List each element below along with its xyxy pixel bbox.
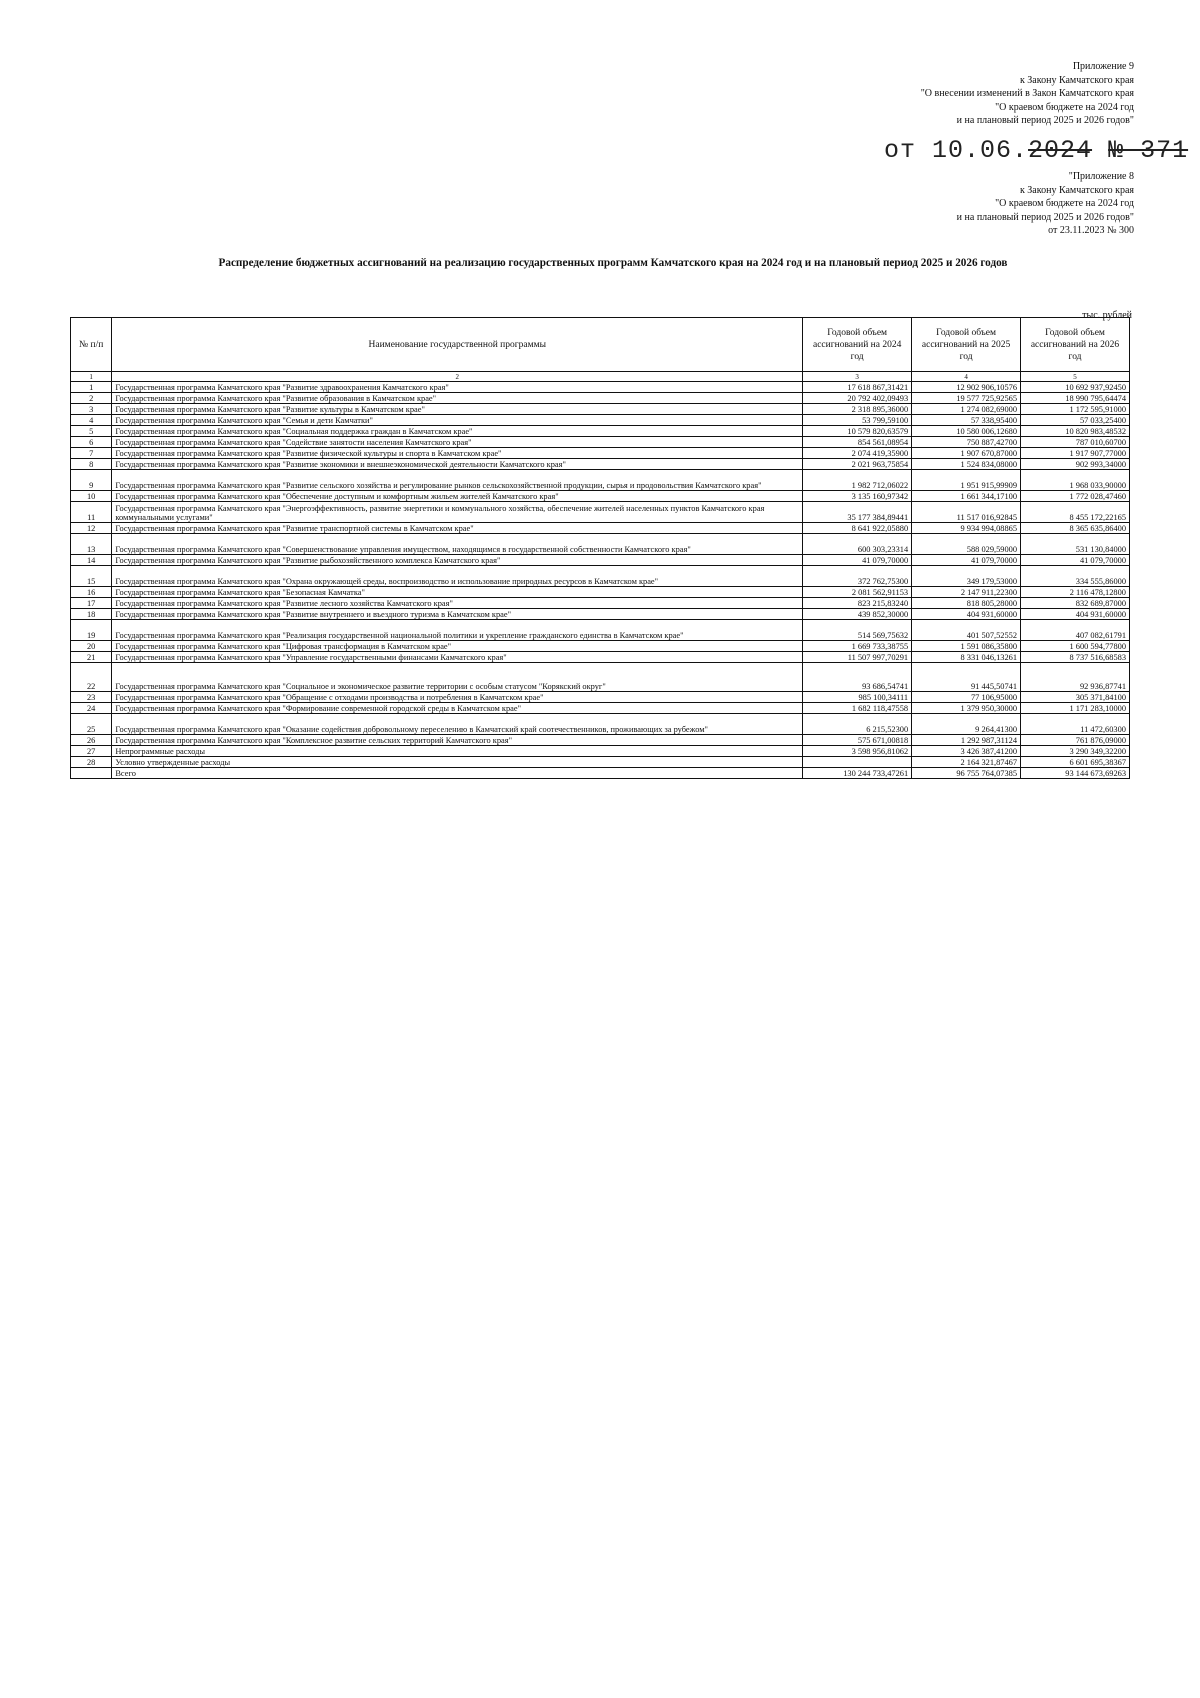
row-number: 10 [71,491,112,502]
value-2024: 20 792 402,09493 [803,393,912,404]
row-number: 6 [71,437,112,448]
value-2025: 404 931,60000 [912,609,1021,620]
value-2025: 1 907 670,87000 [912,448,1021,459]
row-number: 27 [71,746,112,757]
value-2025: 91 445,50741 [912,663,1021,692]
value-2025: 2 147 911,22300 [912,587,1021,598]
period-label: и на плановый период 2025 и 2026 годов" [956,115,1134,126]
program-name: Государственная программа Камчатского края "Развитие лесного хозяйства Камчатского края" [112,598,803,609]
table-row [71,502,1130,523]
program-name: Государственная программа Камчатского края "Цифровая трансформация в Камчатском крае" [112,641,803,652]
appendix-header [754,60,1134,128]
program-name: Государственная программа Камчатского края "Развитие физической культуры и спорта в Камчатском крае" [112,448,803,459]
value-2025: 3 426 387,41200 [912,746,1021,757]
value-2026: 92 936,87741 [1021,663,1130,692]
value-2024: 823 215,83240 [803,598,912,609]
table-row [71,523,1130,534]
table-row [71,641,1130,652]
row-number: 4 [71,415,112,426]
col-index: 2 [112,372,803,382]
value-2026: 3 290 349,32200 [1021,746,1130,757]
value-2026: 11 472,60300 [1021,714,1130,735]
budget-table [70,317,1130,779]
row-number: 15 [71,566,112,587]
table-row [71,714,1130,735]
col-index: 4 [912,372,1021,382]
table-row [71,426,1130,437]
stamp-prefix: от 10.06. [884,136,1029,165]
value-2025: 9 934 994,08865 [912,523,1021,534]
table-row [71,491,1130,502]
value-2026: 902 993,34000 [1021,459,1130,470]
table-row [71,598,1130,609]
value-2024: 1 982 712,06022 [803,470,912,491]
program-name: Государственная программа Камчатского края "Развитие экономики и внешнеэкономической деятельности Камчатского края" [112,459,803,470]
value-2024: 2 021 963,75854 [803,459,912,470]
program-name: Всего [112,768,803,779]
program-name: Государственная программа Камчатского края "Развитие внутреннего и въездного туризма в Камчатском крае" [112,609,803,620]
document-title: Распределение бюджетных ассигнований на реализацию государственных программ Камчатского края на 2024 год и на плановый период 2025 и 2026 годов [218,257,1008,269]
table-row [71,459,1130,470]
value-2025: 349 179,53000 [912,566,1021,587]
row-number: 22 [71,663,112,692]
table-row [71,393,1130,404]
value-2025: 1 951 915,99909 [912,470,1021,491]
program-name: Государственная программа Камчатского края "Формирование современной городской среды в Камчатском крае" [112,703,803,714]
value-2024: 575 671,00818 [803,735,912,746]
row-number: 14 [71,555,112,566]
value-2025: 818 805,28000 [912,598,1021,609]
value-2025: 57 338,95400 [912,415,1021,426]
table-row [71,768,1130,779]
value-2025: 2 164 321,87467 [912,757,1021,768]
program-name: Государственная программа Камчатского края "Управление государственными финансами Камчатского края" [112,652,803,663]
row-number: 21 [71,652,112,663]
program-name: Государственная программа Камчатского края "Обеспечение доступным и комфортным жильем жителей Камчатского края" [112,491,803,502]
appendix9-label: Приложение 9 [1072,61,1134,72]
program-name: Государственная программа Камчатского края "Безопасная Камчатка" [112,587,803,598]
value-2024: 11 507 997,70291 [803,652,912,663]
value-2025: 8 331 046,13261 [912,652,1021,663]
row-number: 12 [71,523,112,534]
program-name: Государственная программа Камчатского края "Развитие здравоохранения Камчатского края" [112,382,803,393]
value-2026: 1 600 594,77800 [1021,641,1130,652]
row-number [71,768,112,779]
col-index: 5 [1021,372,1130,382]
value-2024: 53 799,59100 [803,415,912,426]
row-number: 18 [71,609,112,620]
col-header-2026: Годовой объем ассигнований на 2026 год [1021,318,1130,372]
value-2025: 12 902 906,10576 [912,382,1021,393]
table-row [71,620,1130,641]
table-row [71,587,1130,598]
value-2024: 130 244 733,47261 [803,768,912,779]
value-2026: 334 555,86000 [1021,566,1130,587]
value-2026: 1 917 907,77000 [1021,448,1130,459]
value-2024: 854 561,08954 [803,437,912,448]
row-number: 3 [71,404,112,415]
stamp-year: 2024 [1028,136,1093,165]
row-number: 25 [71,714,112,735]
program-name: Государственная программа Камчатского края "Социальное и экономическое развитие территории с особым статусом "Корякский округ" [112,663,803,692]
value-2025: 96 755 764,07385 [912,768,1021,779]
value-2024: 1 669 733,38755 [803,641,912,652]
table-row [71,746,1130,757]
value-2025: 19 577 725,92565 [912,393,1021,404]
table-row [71,404,1130,415]
value-2024: 3 598 956,81062 [803,746,912,757]
col-header-name: Наименование государственной программы [112,318,803,372]
value-2024: 600 303,23314 [803,534,912,555]
value-2026: 1 172 595,91000 [1021,404,1130,415]
budget-label: "О краевом бюджете на 2024 год [995,101,1134,113]
stamp-number: № 371 [1108,136,1189,165]
amend-label: "О внесении изменений в Закон Камчатского края [920,88,1134,99]
program-name: Государственная программа Камчатского края "Реализация государственной национальной политики и укрепление гражданского единства в Камчатском крае" [112,620,803,641]
row-number: 20 [71,641,112,652]
row-number: 13 [71,534,112,555]
table-row [71,566,1130,587]
value-2024: 985 100,34111 [803,692,912,703]
program-name: Государственная программа Камчатского края "Развитие культуры в Камчатском крае" [112,404,803,415]
program-name: Государственная программа Камчатского края "Совершенствование управления имуществом, находящимся в государственной собственности Камчатского края" [112,534,803,555]
value-2024: 2 318 895,36000 [803,404,912,415]
program-name: Государственная программа Камчатского края "Комплексное развитие сельских территорий Камчатского края" [112,735,803,746]
table-row [71,703,1130,714]
value-2026: 404 931,60000 [1021,609,1130,620]
value-2024: 2 074 419,35900 [803,448,912,459]
table-row [71,692,1130,703]
value-2026: 2 116 478,12800 [1021,587,1130,598]
table-row [71,382,1130,393]
appendix8-label: "Приложение 8 [1068,171,1134,182]
value-2025: 41 079,70000 [912,555,1021,566]
value-2025: 750 887,42700 [912,437,1021,448]
row-number: 23 [71,692,112,703]
row-number: 9 [71,470,112,491]
value-2026: 407 082,61791 [1021,620,1130,641]
value-2025: 1 274 082,69000 [912,404,1021,415]
budget-label-2: "О краевом бюджете на 2024 год [995,198,1134,209]
program-name: Государственная программа Камчатского края "Социальная поддержка граждан в Камчатском крае" [112,426,803,437]
date-stamp [884,136,1188,165]
value-2026: 18 990 795,64474 [1021,393,1130,404]
col-index: 3 [803,372,912,382]
value-2024: 1 682 118,47558 [803,703,912,714]
program-name: Государственная программа Камчатского края "Развитие рыбохозяйственного комплекса Камчатского края" [112,555,803,566]
value-2026: 531 130,84000 [1021,534,1130,555]
table-row [71,555,1130,566]
row-number: 26 [71,735,112,746]
table-row [71,470,1130,491]
value-2026: 8 455 172,22165 [1021,502,1130,523]
program-name: Государственная программа Камчатского края "Содействие занятости населения Камчатского края" [112,437,803,448]
value-2024: 6 215,52300 [803,714,912,735]
value-2026: 1 171 283,10000 [1021,703,1130,714]
value-2026: 41 079,70000 [1021,555,1130,566]
row-number: 28 [71,757,112,768]
value-2025: 401 507,52552 [912,620,1021,641]
program-name: Государственная программа Камчатского края "Охрана окружающей среды, воспроизводство и использование природных ресурсов в Камчатском крае" [112,566,803,587]
value-2024: 439 852,30000 [803,609,912,620]
value-2026: 57 033,25400 [1021,415,1130,426]
appendix8-header [754,170,1134,238]
program-name: Государственная программа Камчатского края "Развитие сельского хозяйства и регулирование рынков сельскохозяйственной продукции, сырья и продовольствия Камчатского края" [112,470,803,491]
period-label-2: и на плановый период 2025 и 2026 годов" [956,211,1134,223]
value-2026: 787 010,60700 [1021,437,1130,448]
value-2025: 1 591 086,35800 [912,641,1021,652]
col-header-num: № п/п [71,318,112,372]
table-row [71,437,1130,448]
value-2026: 93 144 673,69263 [1021,768,1130,779]
value-2024: 10 579 820,63579 [803,426,912,437]
value-2025: 77 106,95000 [912,692,1021,703]
row-number: 11 [71,502,112,523]
table-body [71,382,1130,779]
value-2026: 832 689,87000 [1021,598,1130,609]
table-row [71,757,1130,768]
table-row [71,609,1130,620]
value-2025: 10 580 006,12680 [912,426,1021,437]
value-2025: 588 029,59000 [912,534,1021,555]
value-2024: 514 569,75632 [803,620,912,641]
value-2024 [803,757,912,768]
value-2024: 2 081 562,91153 [803,587,912,598]
date-label-2: от 23.11.2023 № 300 [1048,225,1134,236]
value-2024: 3 135 160,97342 [803,491,912,502]
to-law-label-2: к Закону Камчатского края [1019,184,1134,196]
value-2026: 8 365 635,86400 [1021,523,1130,534]
value-2025: 1 292 987,31124 [912,735,1021,746]
table-row [71,534,1130,555]
table-row [71,652,1130,663]
table-row [71,448,1130,459]
value-2026: 10 692 937,92450 [1021,382,1130,393]
row-number: 1 [71,382,112,393]
program-name: Непрограммные расходы [112,746,803,757]
col-header-2024: Годовой объем ассигнований на 2024 год [803,318,912,372]
value-2025: 9 264,41300 [912,714,1021,735]
program-name: Государственная программа Камчатского края "Обращение с отходами производства и потребления в Камчатском крае" [112,692,803,703]
program-name: Государственная программа Камчатского края "Семья и дети Камчатки" [112,415,803,426]
table-row [71,735,1130,746]
value-2025: 11 517 016,92845 [912,502,1021,523]
value-2024: 8 641 922,05880 [803,523,912,534]
value-2025: 1 379 950,30000 [912,703,1021,714]
units-label: тыс. рублей [1082,310,1132,321]
value-2024: 93 686,54741 [803,663,912,692]
row-number: 8 [71,459,112,470]
program-name: Государственная программа Камчатского края "Оказание содействия добровольному переселению в Камчатский край соотечественников, проживающих за рубежом" [112,714,803,735]
row-number: 16 [71,587,112,598]
row-number: 7 [71,448,112,459]
to-law-label: к Закону Камчатского края [1019,74,1134,86]
value-2026: 305 371,84100 [1021,692,1130,703]
table-row [71,663,1130,692]
value-2026: 10 820 983,48532 [1021,426,1130,437]
value-2024: 17 618 867,31421 [803,382,912,393]
col-index: 1 [71,372,112,382]
value-2026: 6 601 695,38367 [1021,757,1130,768]
col-header-2025: Годовой объем ассигнований на 2025 год [912,318,1021,372]
value-2025: 1 661 344,17100 [912,491,1021,502]
value-2026: 761 876,09000 [1021,735,1130,746]
row-number: 5 [71,426,112,437]
value-2025: 1 524 834,08000 [912,459,1021,470]
value-2024: 41 079,70000 [803,555,912,566]
row-number: 24 [71,703,112,714]
row-number: 2 [71,393,112,404]
program-name: Условно утвержденные расходы [112,757,803,768]
program-name: Государственная программа Камчатского края "Развитие транспортной системы в Камчатском крае" [112,523,803,534]
value-2026: 1 968 033,90000 [1021,470,1130,491]
row-number: 17 [71,598,112,609]
value-2026: 1 772 028,47460 [1021,491,1130,502]
program-name: Государственная программа Камчатского края "Развитие образования в Камчатском крае" [112,393,803,404]
value-2024: 35 177 384,89441 [803,502,912,523]
value-2026: 8 737 516,68583 [1021,652,1130,663]
row-number: 19 [71,620,112,641]
program-name: Государственная программа Камчатского края "Энергоэффективность, развитие энергетики и коммунального хозяйства, обеспечение жителей населенных пунктов Камчатского края коммунальными услугами" [112,502,803,523]
value-2024: 372 762,75300 [803,566,912,587]
table-row [71,415,1130,426]
